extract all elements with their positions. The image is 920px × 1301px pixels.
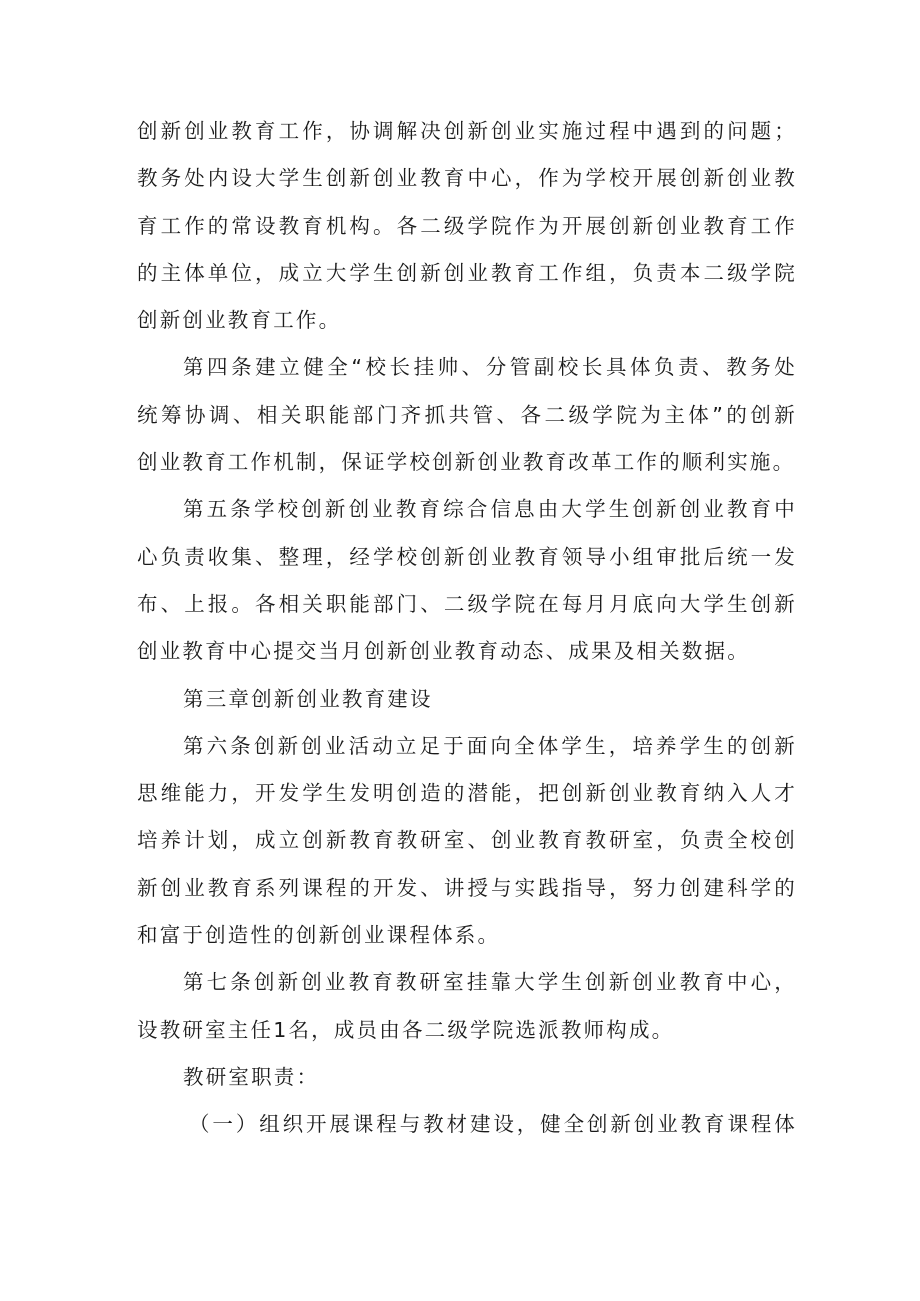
article-6-line-5: 和富于创造性的创新创业课程体系。 bbox=[137, 923, 501, 948]
article-5-line-2: 心负责收集、整理，经学校创新创业教育领导小组审批后统一发 bbox=[137, 544, 797, 569]
text-line-2: 教务处内设大学生创新创业教育中心，作为学校开展创新创业教 bbox=[137, 166, 797, 191]
article-6-line-4: 新创业教育系列课程的开发、讲授与实践指导，努力创建科学的 bbox=[137, 875, 797, 900]
article-6-line-2: 思维能力，开发学生发明创造的潜能，把创新创业教育纳入人才 bbox=[137, 781, 797, 806]
text-line-1: 创新创业教育工作，协调解决创新创业实施过程中遇到的问题； bbox=[137, 119, 797, 143]
article-5-line-1: 第五条学校创新创业教育综合信息由大学生创新创业教育中 bbox=[183, 497, 797, 522]
article-4-line-3: 创业教育工作机制，保证学校创新创业教育改革工作的顺利实施。 bbox=[137, 450, 796, 475]
text-line-5: 创新创业教育工作。 bbox=[137, 308, 342, 333]
article-7-line-2: 设教研室主任1名，成员由各二级学院选派教师构成。 bbox=[137, 1017, 675, 1042]
article-7-line-1: 第七条创新创业教育教研室挂靠大学生创新创业教育中心， bbox=[183, 970, 797, 995]
article-4-line-2: 统筹协调、相关职能部门齐抓共管、各二级学院为主体”的创新 bbox=[137, 402, 797, 427]
text-line-4: 的主体单位，成立大学生创新创业教育工作组，负责本二级学院 bbox=[137, 260, 797, 285]
text-line-3: 育工作的常设教育机构。各二级学院作为开展创新创业教育工作 bbox=[137, 213, 797, 238]
article-5-line-3: 布、上报。各相关职能部门、二级学院在每月月底向大学生创新 bbox=[137, 591, 797, 616]
document-body bbox=[137, 108, 797, 1149]
duty-item-1: （一）组织开展课程与教材建设，健全创新创业教育课程体 bbox=[189, 1112, 797, 1137]
duties-heading: 教研室职责： bbox=[183, 1064, 320, 1089]
article-4-line-1: 第四条建立健全“校长挂帅、分管副校长具体负责、教务处 bbox=[183, 355, 797, 380]
article-6-line-3: 培养计划，成立创新教育教研室、创业教育教研室，负责全校创 bbox=[137, 828, 797, 853]
article-5-line-4: 创业教育中心提交当月创新创业教育动态、成果及相关数据。 bbox=[137, 639, 750, 664]
chapter-3-heading: 第三章创新创业教育建设 bbox=[183, 686, 433, 711]
article-6-line-1: 第六条创新创业活动立足于面向全体学生，培养学生的创新 bbox=[183, 733, 797, 758]
